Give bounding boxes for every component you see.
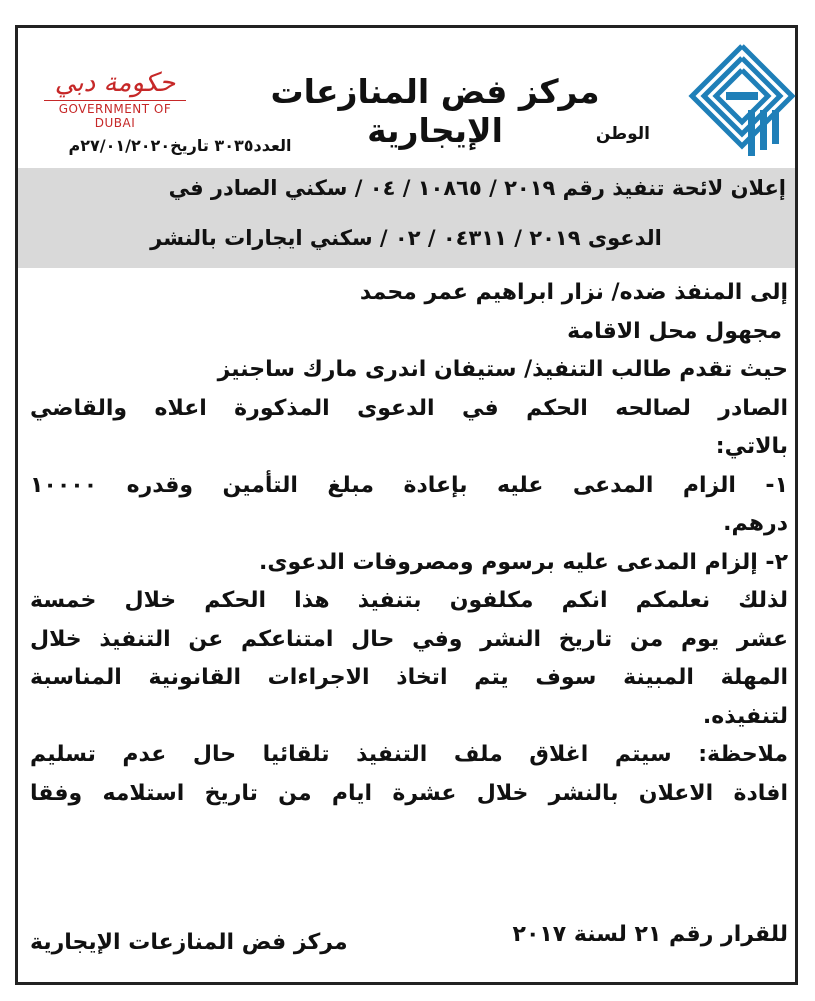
body-line: بالاتي: xyxy=(715,434,788,459)
body-line: مجهول محل الاقامة xyxy=(567,318,782,344)
page-title: مركز فض المنازعات الإيجارية xyxy=(270,72,600,150)
government-of-dubai-logo xyxy=(30,66,200,132)
body-line: إلى المنفذ ضده/ نزار ابراهيم عمر محمد xyxy=(359,280,788,305)
newspaper-source: الوطن xyxy=(595,124,650,144)
issue-number-date: العدد٣٠٣٥ تاريخ٢٧/٠١/٢٠٢٠م xyxy=(68,136,292,155)
body-line: درهم. xyxy=(723,511,788,536)
notice-banner xyxy=(18,168,795,268)
body-line: لذلك نعلمكم انكم مكلفون بتنفيذ هذا الحكم خلال خمسة xyxy=(30,588,788,613)
banner-line-2: الدعوى ٢٠١٩ / ٠٤٣١١ / ٠٢ / سكني ايجارات بالنشر xyxy=(150,226,662,250)
gov-logo-arabic: حكومة دبي xyxy=(54,68,176,98)
body-line: ملاحظة: سيتم اغلاق ملف التنفيذ تلقائيا حال عدم تسليم xyxy=(30,742,788,767)
body-line: ١- الزام المدعى عليه بإعادة مبلغ التأمين وقدره ١٠٠٠٠ xyxy=(30,472,788,498)
signature-center-name: مركز فض المنازعات الإيجارية xyxy=(30,930,348,955)
gov-logo-english: GOVERNMENT OF DUBAI xyxy=(44,100,186,130)
notice-footer xyxy=(30,915,788,955)
body-line: الصادر لصالحه الحكم في الدعوى المذكورة اعلاه والقاضي xyxy=(30,395,788,421)
body-line: افادة الاعلان بالنشر خلال عشرة ايام من تاريخ استلامه وفقا xyxy=(30,780,788,806)
banner-line-1: إعلان لائحة تنفيذ رقم ٢٠١٩ / ١٠٨٦٥ / ٠٤ / سكني الصادر في xyxy=(168,176,786,200)
body-line: ٢- إلزام المدعى عليه برسوم ومصروفات الدعوى. xyxy=(258,549,788,575)
body-line: المهلة المبينة سوف يتم اتخاذ الاجراءات القانونية المناسبة xyxy=(30,665,788,690)
decree-reference: للقرار رقم ٢١ لسنة ٢٠١٧ xyxy=(512,922,788,947)
body-line: عشر يوم من تاريخ النشر وفي حال امتناعكم عن التنفيذ خلال xyxy=(30,626,788,652)
rental-dispute-center-logo-icon xyxy=(686,40,798,160)
body-line: لتنفيذه. xyxy=(702,703,788,729)
notice-body xyxy=(30,274,788,813)
body-line: حيث تقدم طالب التنفيذ/ ستيفان اندرى مارك ساجنيز xyxy=(217,357,788,382)
